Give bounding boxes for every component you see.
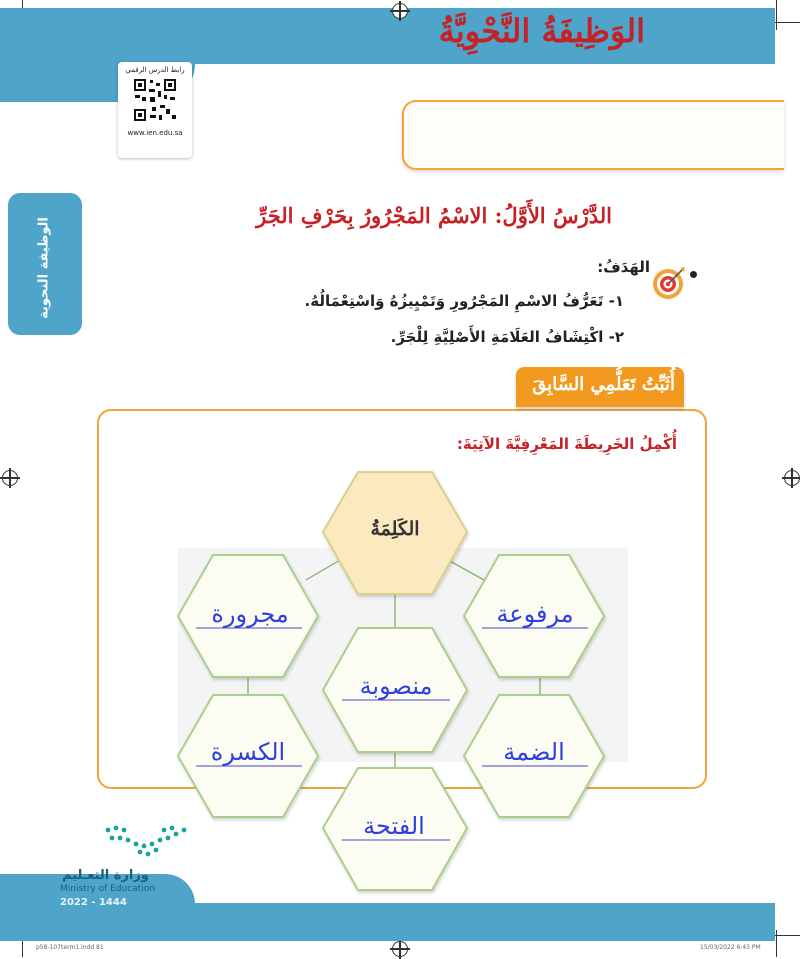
footer-band [0, 903, 775, 941]
answer-bottom-right[interactable]: الضمة [503, 738, 565, 766]
lesson-title: الدَّرْسُ الأَوَّلُ: الاسْمُ المَجْرُورُ بِحَرْفِ الجَرِّ [256, 203, 612, 228]
goal-item: ١- تَعَرُّفُ الاسْمِ المَجْرُورِ وَتَمْيِيزُهُ وَاسْتِعْمَالُهُ. [304, 292, 624, 310]
unit-title: الوَظِيفَةُ النَّحْوِيَّةُ [438, 12, 645, 50]
answer-middle[interactable]: منصوبة [359, 672, 433, 700]
ministry-name-en: Ministry of Education [60, 884, 155, 894]
ministry-name-ar: وزارة التعـليم [62, 868, 149, 883]
exercise-instruction: أُكْمِلُ الخَرِيطَةَ المَعْرِفِيَّةَ الآتِيَةَ: [456, 435, 677, 453]
print-timestamp: 15/03/2022 6:43 PM [700, 944, 761, 951]
edition-year: 2022 - 1444 [60, 897, 127, 908]
prior-knowledge-label: أُثَبِّتُ تَعَلُّمِي السَّابِقَ [532, 374, 675, 395]
answer-bottom-left[interactable]: الكسرة [210, 738, 286, 766]
ministry-logo-icon [100, 822, 190, 862]
file-slug: p58-107term1.indd 81 [36, 944, 104, 951]
answer-top-left[interactable]: مجرورة [211, 600, 289, 628]
side-tab-label: الوظيفة النحوية [36, 217, 52, 319]
goal-heading: الهَدَفُ: [597, 258, 650, 276]
hexagon-center-label: الكَلِمَةُ [370, 518, 420, 540]
answer-bottom-center[interactable]: الفتحة [363, 812, 425, 840]
answer-top-right[interactable]: مرفوعة [496, 600, 574, 628]
qr-caption: رابط الدرس الرقمي [125, 66, 185, 74]
qr-url[interactable]: www.ien.edu.sa [127, 129, 183, 137]
goal-item: ٢- اكْتِشَافُ العَلَامَةِ الأَصْلِيَّةِ لِلْجَرِّ. [390, 328, 624, 346]
